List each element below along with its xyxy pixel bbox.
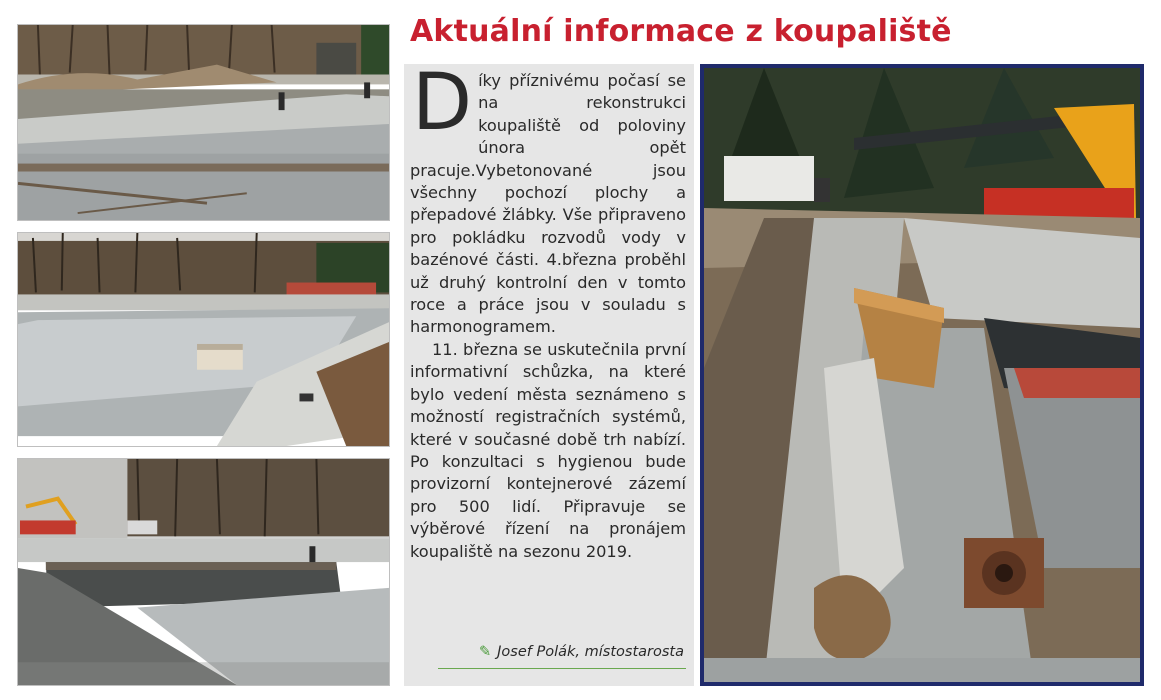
author-signature <box>479 644 684 660</box>
pen-icon: ✎ <box>479 644 492 660</box>
pool-photo-1 <box>17 24 390 221</box>
paragraph-2: 11. března se uskutečnila první informativní schůzka, na které bylo vedení města seznámeno s možností registračních systémů, které v současné době trh nabízí. Po konzultaci s hygienou bude provizorní kontejnerové zázemí pro 500 lidí. Připravuje se výběrové řízení na pronájem koupaliště na sezonu 2019. <box>410 339 686 561</box>
pool-photo-2 <box>17 232 390 447</box>
article-body <box>404 58 694 686</box>
pool-photo-3 <box>17 458 390 686</box>
paragraph-1-text: íky příznivému počasí se na rekonstrukci koupaliště od poloviny února opět pracuje.Vybetonované jsou všechny pochozí plochy a přepadové žlábky. Vše připraveno pro pokládku rozvodů vody v bazénové části. 4.března proběhl už druhý kontrolní den v tomto roce a práce jsou v souladu s harmonogramem. <box>410 71 686 337</box>
author-underline <box>438 668 686 669</box>
article-title: Aktuální informace z koupaliště <box>410 14 952 49</box>
construction-closeup-photo <box>700 64 1144 686</box>
drop-cap: D <box>412 58 473 148</box>
paragraph-1 <box>410 58 686 339</box>
author-name: Josef Polák, místostarosta <box>497 644 684 660</box>
